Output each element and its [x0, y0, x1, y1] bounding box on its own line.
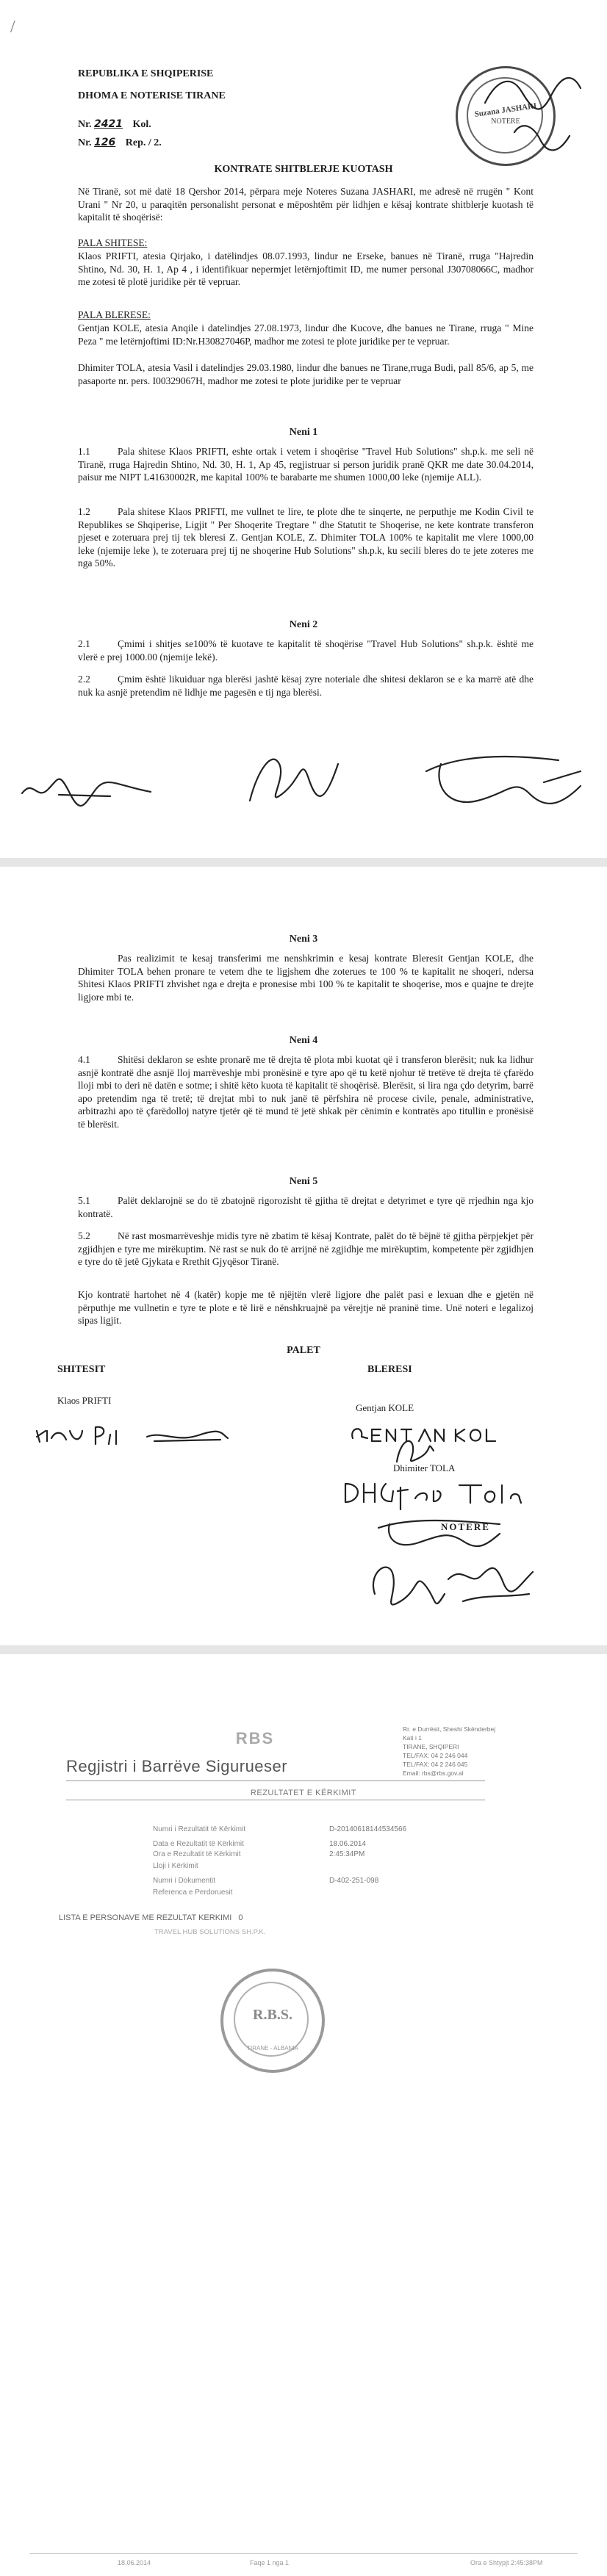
clause-1-2: 1.2 Pala shitese Klaos PRIFTI, me vullnet te lire, te plote dhe te sinqerte, ne perputhje me Kodin Civil te Republikes se Shqiperise, Ligjit " Per Shoqerite Tregtare " dhe Statutit te Shoqerise, ne kete kontrate transferon pjeset e zoteruara prej tij tek bleresi Z. Gentjan KOLE, Z. Dhimiter TOLA 100% te kapitalit me vlere 1000,00 leke (njemije leke ), te zoteruara prej tij ne shoqerine Hub Solutions" sh.p.k, ku secili bleres do te jete zoteres me nga 50%. [78, 506, 534, 569]
registry-logo: RBS [235, 1729, 275, 1747]
article-1-heading: Neni 1 [289, 427, 318, 438]
clause-2-2: 2.2 Çmim është likuiduar nga blerësi jashtë kësaj zyre noteriale dhe shitesi deklaron se e ka marrë atë dhe nuk ka asnjë pretendim në lidhje me pagesën e tij nga blerësi. [78, 674, 534, 698]
buyer2-details: Dhimiter TOLA, atesia Vasil i datelindjes 29.03.1980, lindur dhe banues ne Tirane,rruga Budi, pall 85/6, ap 5, me pasaporte nr. pers. I00329067H, madhor me zotesi te plote juridike per te vepruar [78, 362, 534, 386]
persons-list-heading: LISTA E PERSONAVE ME REZULTAT KERKIMI 0 [59, 1913, 243, 1922]
notary-signature [360, 1543, 544, 1623]
registry-address: Rr. e Durrësit, Sheshi Skënderbej Kati i 1 TIRANE, SHQIPERI TEL/FAX: 04 2 246 044 TEL/FAX: 04 2 246 045 Email: rbs@rbs.gov.al [403, 1725, 496, 1777]
register-number: 2421 [94, 118, 123, 130]
registry-title: Regjistri i Barrëve Sigurueser [66, 1757, 288, 1775]
seller-signature [15, 749, 162, 823]
stamp-sub: NOTERE [491, 118, 520, 126]
field-label: Data e Rezultatit të Kërkimit [153, 1840, 244, 1848]
buyer2-signature [412, 742, 595, 830]
article-2-heading: Neni 2 [289, 619, 318, 630]
clause-4-1: 4.1 Shitësi deklaron se eshte pronarë me të drejta të plota mbi kuotat që i transferon blerësit; nuk ka lidhur asnjë kontratë dhe asnjë lloj marrëveshje mbi pronësinë e tyre apo që tu ketë njohur të tretëve të drejta të çfarëdo lloji mbi to deri në datën e sotme; i shitë këto kuota të kapitalit të shoqërisë. Blerësit, si lira nga çdo detyrim, barrë apo pretendim nga të tretë; të drejtat mbi to nuk janë të përfshira në procese civile, penale, administrative, arbitrazhi apo të çfarëdolloj natyre tjetër që të mund të jetë shkak për cënimin e kontratës apo titullin e pronësisë të blerësit. [78, 1054, 534, 1130]
stamp-name: Suzana JASHARI [473, 101, 538, 119]
clause-3: Pas realizimit te kesaj transferimi me nenshkrimin e kesaj kontrate Bleresit Gentjan KOLE, dhe Dhimiter TOLA behen pronare te vetem dhe te ligjshem dhe zoterues te 100 % te kapitalit ne shoqeri, ndersa Shitesi Klaos PRIFTI zhvishet nga e drejta e pronesise mbi 100 % te kapitalit te shoqerise, mos e quajne te drejte ligjore mbi te. [78, 953, 534, 1003]
clause-5-2: 5.2 Në rast mosmarrëveshje midis tyre në zbatim të kësaj Kontrate, palët do të bëjnë të gjitha përpjekjet për zgjidhjen e tyre me mirëkuptim. Në rast se nuk do të arrijnë në zgjidhje me mirëkuptim, kompetente për zgjidhjen e tyre do të jetë Gjykata e Rrethit Gjyqësor Tiranë. [78, 1230, 534, 1267]
registry-seal [220, 1969, 325, 2073]
field-label: Ora e Rezultatit të Kërkimit [153, 1850, 241, 1858]
clause-5-1: 5.1 Palët deklarojnë se do të zbatojnë rigorozisht të gjitha të drejtat e detyrimet e tyre që rrjedhin nga kjo kontratë. [78, 1195, 534, 1219]
document-page-2 [0, 867, 607, 1645]
persons-count: 0 [238, 1913, 243, 1922]
contract-title: KONTRATE SHITBLERJE KUOTASH [214, 164, 393, 175]
seller-heading: PALA SHITESE: [78, 237, 148, 248]
notary-signature-stamp-overlay [470, 51, 588, 176]
search-results-heading: REZULTATET E KËRKIMIT [250, 1789, 357, 1797]
field-label: Lloji i Kërkimit [153, 1862, 198, 1870]
footer-print-time: Ora e Shtypjt 2:45:38PM [470, 2559, 543, 2566]
field-value: 2:45:34PM [329, 1850, 365, 1858]
buyer-name-2: Dhimiter TOLA [393, 1462, 456, 1473]
footer-page: Faqe 1 nga 1 [250, 2559, 290, 2566]
register-number-line: Nr. 2421 Kol. [78, 118, 151, 130]
notary-label: NOTERE [441, 1521, 490, 1532]
field-value: D-20140618144534566 [329, 1825, 407, 1833]
buyer-heading: PALA BLERESE: [78, 309, 151, 320]
closing-paragraph: Kjo kontratë hartohet në 4 (katër) kopje me të njëjtën vlerë ligjore dhe palët pasi e lexuan dhe e gjetën në përputhje me vullnetin e tyre te plote e të lirë e nënshkruajnë pa vërejtje në praninë time. Unë noteri e legalizoj sipas ligjit. [78, 1289, 534, 1326]
article-4-heading: Neni 4 [289, 1035, 318, 1046]
article-5-heading: Neni 5 [289, 1176, 318, 1187]
seller-name: Klaos PRIFTI [57, 1395, 112, 1406]
intro-paragraph: Në Tiranë, sot më datë 18 Qershor 2014, përpara meje Noteres Suzana JASHARI, me adresë në rrugën " Kont Urani " Nr 20, u paraqitën personalisht personat e mëposhtëm për lidhjen e kësaj kontrate shitblerje kuotash të kapitalit të shoqërisë: [78, 186, 534, 223]
clause-1-1: 1.1 Pala shitese Klaos PRIFTI, eshte ortak i vetem i shoqërise "Travel Hub Solutions" sh.p.k. me seli në Tiranë, rruga Hajredin Shtino, Nd. 30, H. 1, Ap 45, regjistruar si person juridik pranë QKR me date 30.04.2014, paisur me NIPT L41630002R, me kapital 100% te barabarte me shumen 1000,00 leke (njemije ALL). [78, 446, 534, 483]
seller-details: Klaos PRIFTI, atesia Qirjako, i datëlindjes 08.07.1993, lindur ne Erseke, banues në Tiranë, rruga "Hajredin Shtino, Nd. 30, H. 1, Ap 4 , i identifikuar nepermjet letërnjoftimit ID, me numer personal J30708066C, madhor me zotesi të plotë juridike për të vepruar. [78, 250, 534, 287]
office-heading: DHOMA E NOTERISE TIRANE [78, 90, 226, 101]
company-name: TRAVEL HUB SOLUTIONS SH.P.K. [154, 1928, 266, 1936]
document-page-1 [0, 0, 607, 858]
seal-city: TIRANE - ALBANIA [247, 2045, 298, 2052]
field-value: D-402-251-098 [329, 1877, 379, 1885]
field-value: 18.06.2014 [329, 1840, 367, 1848]
seller-signature-page2 [29, 1409, 235, 1453]
buyer1-details: Gentjan KOLE, atesia Anqile i datelindjes 27.08.1973, lindur dhe Kucove, dhe banues ne Tirane, rruga " Mine Peza " me letërnjoftimi ID:Nr.H30827046P, madhor me zotesi te plote juridike per te vepruar. [78, 322, 534, 347]
buyer-name-1: Gentjan KOLE [356, 1402, 414, 1413]
repertory-number-line: Nr. 126 Rep. / 2. [78, 137, 162, 148]
field-label: Numri i Dokumentit [153, 1877, 216, 1885]
clause-2-1: 2.1 Çmimi i shitjes se100% të kuotave te kapitalit të shoqërise "Travel Hub Solutions" sh.p.k. është me vlerë e prej 1000.00 (njemije lekë). [78, 638, 534, 663]
buyer1-signature [220, 727, 353, 830]
seal-text: R.B.S. [253, 2007, 292, 2023]
document-page-3 [0, 1654, 607, 2576]
repertory-number: 126 [94, 137, 116, 148]
buyer-column-heading: BLERESI [367, 1364, 412, 1375]
footer-date: 18.06.2014 [118, 2559, 151, 2566]
article-3-heading: Neni 3 [289, 934, 318, 945]
field-label: Numri i Rezultatit të Kërkimit [153, 1825, 246, 1833]
sellers-heading: SHITESIT [57, 1364, 106, 1375]
margin-mark: / [10, 18, 15, 37]
field-label: Referenca e Perdoruesit [153, 1888, 233, 1897]
parties-heading: PALET [287, 1345, 320, 1356]
republic-heading: REPUBLIKA E SHQIPERISE [78, 68, 214, 79]
